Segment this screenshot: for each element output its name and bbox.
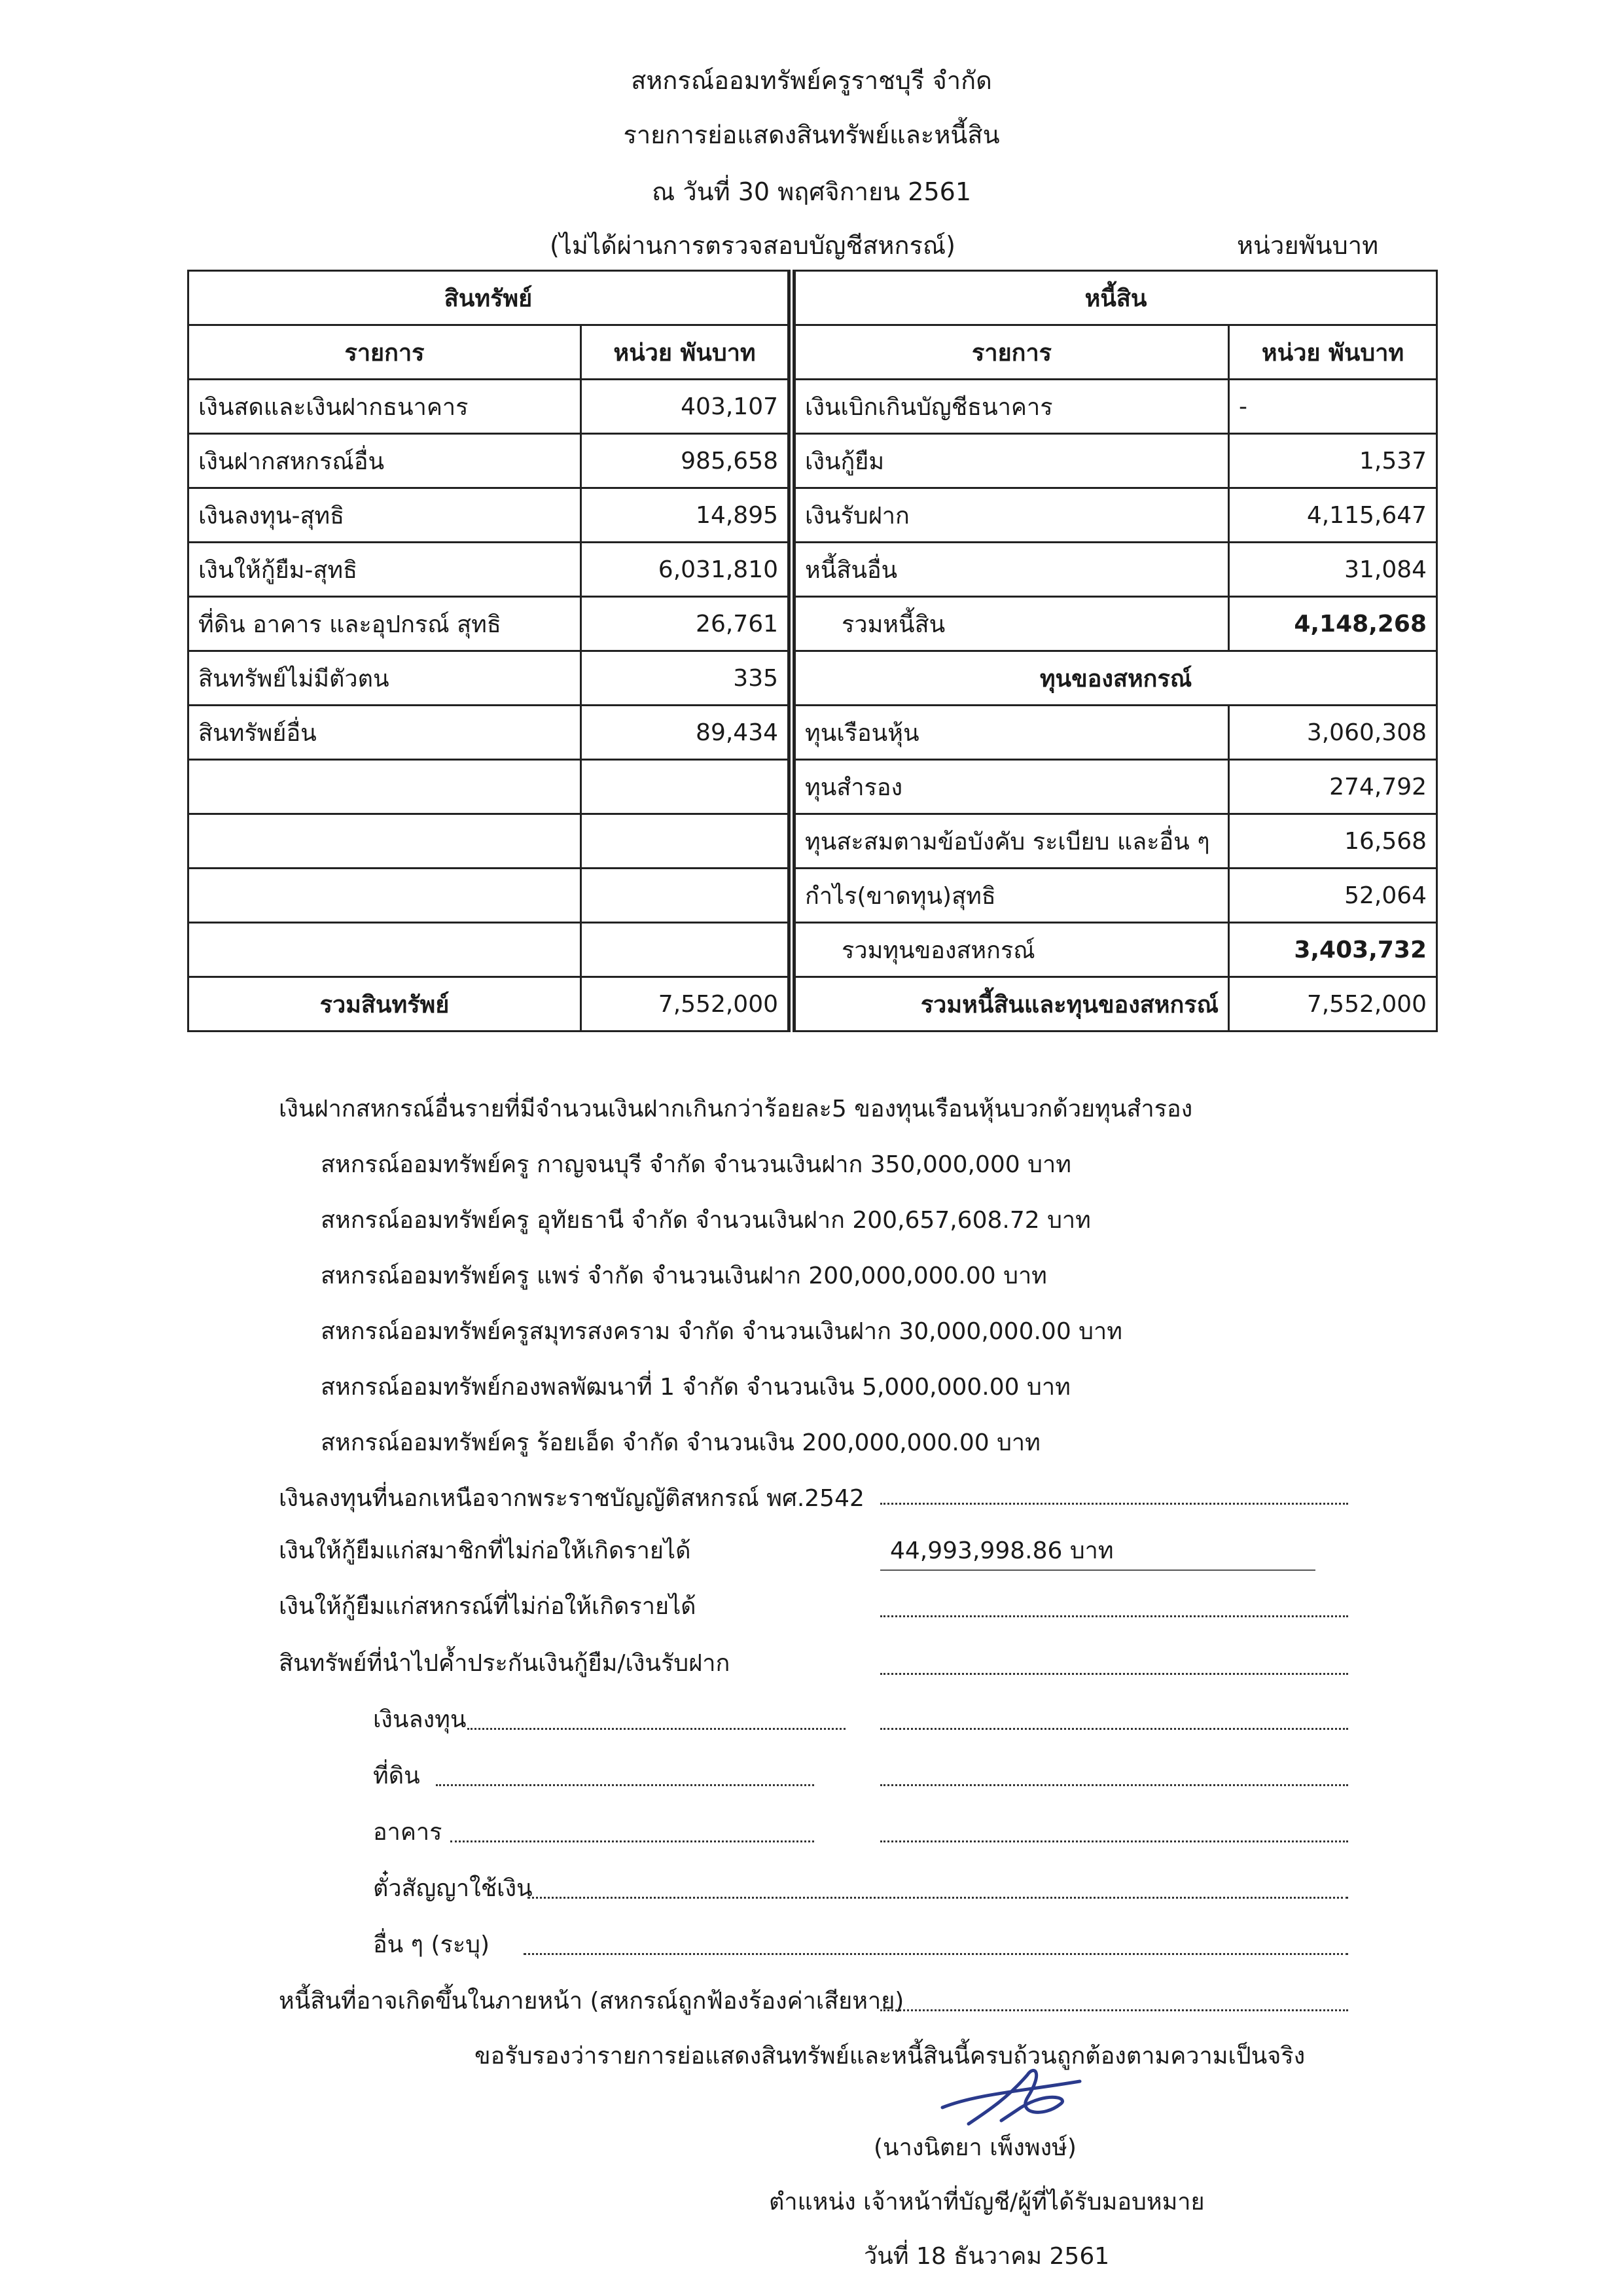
liability-label: เงินกู้ยืม xyxy=(794,434,1229,488)
total-assets-value: 7,552,000 xyxy=(581,977,789,1031)
equity-heading: ทุนของสหกรณ์ xyxy=(794,651,1437,706)
contingent-dots xyxy=(880,2009,1348,2011)
total-equity-value: 3,403,732 xyxy=(1229,923,1437,977)
assets-heading: สินทรัพย์ xyxy=(188,271,789,325)
collateral-label: สินทรัพย์ที่นำไปค้ำประกันเงินกู้ยืม/เงินรับฝาก xyxy=(279,1650,730,1677)
sub-notes-label: ตั๋วสัญญาใช้เงิน xyxy=(373,1875,533,1902)
asset-label xyxy=(188,814,581,869)
liability-value: 4,115,647 xyxy=(1229,488,1437,543)
total-liab-equity-value: 7,552,000 xyxy=(1229,977,1437,1031)
asset-value xyxy=(581,923,789,977)
sub-investment-dots xyxy=(467,1728,846,1730)
total-liabilities-label: รวมหนี้สิน xyxy=(794,597,1229,651)
equity-value: 16,568 xyxy=(1229,814,1437,869)
sub-building-label: อาคาร xyxy=(373,1819,442,1846)
liability-value: 31,084 xyxy=(1229,543,1437,597)
sub-building-dots xyxy=(450,1840,814,1842)
table-row xyxy=(188,597,1437,651)
deposit-item: สหกรณ์ออมทรัพย์ครู กาญจนบุรี จำกัด จำนวนเงินฝาก 350,000,000 บาท xyxy=(321,1151,1071,1178)
liabilities-unit-header: หน่วย พันบาท xyxy=(1229,325,1437,380)
equity-label: กำไร(ขาดทุน)สุทธิ xyxy=(794,869,1229,923)
sub-land-label: ที่ดิน xyxy=(373,1763,420,1789)
asset-value: 14,895 xyxy=(581,488,789,543)
table-row xyxy=(188,651,1437,706)
assets-item-header: รายการ xyxy=(188,325,581,380)
balance-sheet-table xyxy=(187,270,1438,1032)
asset-label: เงินฝากสหกรณ์อื่น xyxy=(188,434,581,488)
report-date: ณ วันที่ 30 พฤศจิกายน 2561 xyxy=(651,177,972,206)
signer-name: (นางนิตยา เพ็งพงษ์) xyxy=(874,2134,1077,2161)
asset-value: 403,107 xyxy=(581,380,789,434)
asset-label: เงินให้กู้ยืม-สุทธิ xyxy=(188,543,581,597)
equity-value: 3,060,308 xyxy=(1229,706,1437,760)
contingent-label: หนี้สินที่อาจเกิดขึ้นในภายหน้า (สหกรณ์ถูกฟ้องร้องค่าเสียหาย) xyxy=(279,1988,904,2015)
asset-label: เงินสดและเงินฝากธนาคาร xyxy=(188,380,581,434)
deposit-item: สหกรณ์ออมทรัพย์ครู ร้อยเอ็ด จำกัด จำนวนเงิน 200,000,000.00 บาท xyxy=(321,1429,1041,1456)
member-npl-label: เงินให้กู้ยืมแก่สมาชิกที่ไม่ก่อให้เกิดรายได้ xyxy=(279,1537,691,1564)
asset-value: 26,761 xyxy=(581,597,789,651)
table-total-row xyxy=(188,977,1437,1031)
signer-position: ตำแหน่ง เจ้าหน้าที่บัญชี/ผู้ที่ได้รับมอบหมาย xyxy=(769,2189,1205,2215)
audit-note: (ไม่ได้ผ่านการตรวจสอบบัญชีสหกรณ์) xyxy=(550,231,955,260)
collateral-dots xyxy=(880,1673,1348,1675)
deposits-heading: เงินฝากสหกรณ์อื่นรายที่มีจำนวนเงินฝากเกินกว่าร้อยละ5 ของทุนเรือนหุ้นบวกด้วยทุนสำรอง xyxy=(279,1096,1193,1122)
liability-label: เงินรับฝาก xyxy=(794,488,1229,543)
liabilities-item-header: รายการ xyxy=(794,325,1229,380)
asset-label: เงินลงทุน-สุทธิ xyxy=(188,488,581,543)
asset-value: 335 xyxy=(581,651,789,706)
total-assets-label: รวมสินทรัพย์ xyxy=(188,977,581,1031)
total-liabilities-value: 4,148,268 xyxy=(1229,597,1437,651)
table-row xyxy=(188,543,1437,597)
asset-label xyxy=(188,869,581,923)
table-row xyxy=(188,923,1437,977)
asset-value: 89,434 xyxy=(581,706,789,760)
liability-label: หนี้สินอื่น xyxy=(794,543,1229,597)
asset-label: ที่ดิน อาคาร และอุปกรณ์ สุทธิ xyxy=(188,597,581,651)
deposit-item: สหกรณ์ออมทรัพย์ครู อุทัยธานี จำกัด จำนวนเงินฝาก 200,657,608.72 บาท xyxy=(321,1207,1091,1234)
coop-npl-dots xyxy=(880,1615,1348,1617)
asset-label xyxy=(188,923,581,977)
table-row xyxy=(188,760,1437,814)
sub-investment-label: เงินลงทุน xyxy=(373,1706,467,1733)
equity-label: ทุนสะสมตามข้อบังคับ ระเบียบ และอื่น ๆ xyxy=(794,814,1229,869)
equity-value: 274,792 xyxy=(1229,760,1437,814)
table-row xyxy=(188,434,1437,488)
sub-land-dots xyxy=(436,1784,814,1786)
asset-label: สินทรัพย์ไม่มีตัวตน xyxy=(188,651,581,706)
assets-unit-header: หน่วย พันบาท xyxy=(581,325,789,380)
table-column-header-row xyxy=(188,325,1437,380)
column-divider xyxy=(789,271,794,1031)
equity-label: ทุนเรือนหุ้น xyxy=(794,706,1229,760)
deposit-item: สหกรณ์ออมทรัพย์ครู แพร่ จำกัด จำนวนเงินฝาก 200,000,000.00 บาท xyxy=(321,1263,1047,1289)
liability-value: - xyxy=(1229,380,1437,434)
total-liab-equity-label: รวมหนี้สินและทุนของสหกรณ์ xyxy=(794,977,1229,1031)
certification-date: วันที่ 18 ธันวาคม 2561 xyxy=(864,2243,1110,2270)
sub-notes-dots xyxy=(527,1897,1348,1899)
coop-npl-label: เงินให้กู้ยืมแก่สหกรณ์ที่ไม่ก่อให้เกิดรายได้ xyxy=(279,1593,696,1620)
table-row xyxy=(188,488,1437,543)
asset-label: สินทรัพย์อื่น xyxy=(188,706,581,760)
asset-value: 985,658 xyxy=(581,434,789,488)
table-heading-row xyxy=(188,271,1437,325)
deposit-item: สหกรณ์ออมทรัพย์ครูสมุทรสงคราม จำกัด จำนวนเงินฝาก 30,000,000.00 บาท xyxy=(321,1318,1122,1345)
sub-other-label: อื่น ๆ (ระบุ) xyxy=(373,1931,490,1958)
table-row xyxy=(188,814,1437,869)
sub-investment-dots-right xyxy=(880,1728,1348,1730)
equity-value: 52,064 xyxy=(1229,869,1437,923)
sub-building-dots-right xyxy=(880,1840,1348,1842)
sub-other-dots xyxy=(524,1953,1348,1955)
liability-value: 1,537 xyxy=(1229,434,1437,488)
sub-land-dots-right xyxy=(880,1784,1348,1786)
total-equity-label: รวมทุนของสหกรณ์ xyxy=(794,923,1229,977)
member-npl-value: 44,993,998.86 บาท xyxy=(890,1537,1114,1564)
liabilities-heading: หนี้สิน xyxy=(794,271,1437,325)
report-title: รายการย่อแสดงสินทรัพย์และหนี้สิน xyxy=(623,120,1000,149)
asset-value xyxy=(581,814,789,869)
org-name: สหกรณ์ออมทรัพย์ครูราชบุรี จำกัด xyxy=(631,66,992,95)
table-row xyxy=(188,869,1437,923)
deposit-item: สหกรณ์ออมทรัพย์กองพลพัฒนาที่ 1 จำกัด จำนวนเงิน 5,000,000.00 บาท xyxy=(321,1374,1071,1401)
table-row xyxy=(188,706,1437,760)
asset-value: 6,031,810 xyxy=(581,543,789,597)
unit-label: หน่วยพันบาท xyxy=(1237,231,1379,260)
asset-value xyxy=(581,869,789,923)
member-npl-underline xyxy=(880,1570,1315,1571)
asset-label xyxy=(188,760,581,814)
investment-outside-label: เงินลงทุนที่นอกเหนือจากพระราชบัญญัติสหกรณ์ พศ.2542 xyxy=(279,1485,865,1512)
certification-statement: ขอรับรองว่ารายการย่อแสดงสินทรัพย์และหนี้สินนี้ครบถ้วนถูกต้องตามความเป็นจริง xyxy=(474,2043,1306,2070)
liability-label: เงินเบิกเกินบัญชีธนาคาร xyxy=(794,380,1229,434)
asset-value xyxy=(581,760,789,814)
equity-label: ทุนสำรอง xyxy=(794,760,1229,814)
investment-outside-dots xyxy=(880,1503,1348,1505)
table-row xyxy=(188,380,1437,434)
